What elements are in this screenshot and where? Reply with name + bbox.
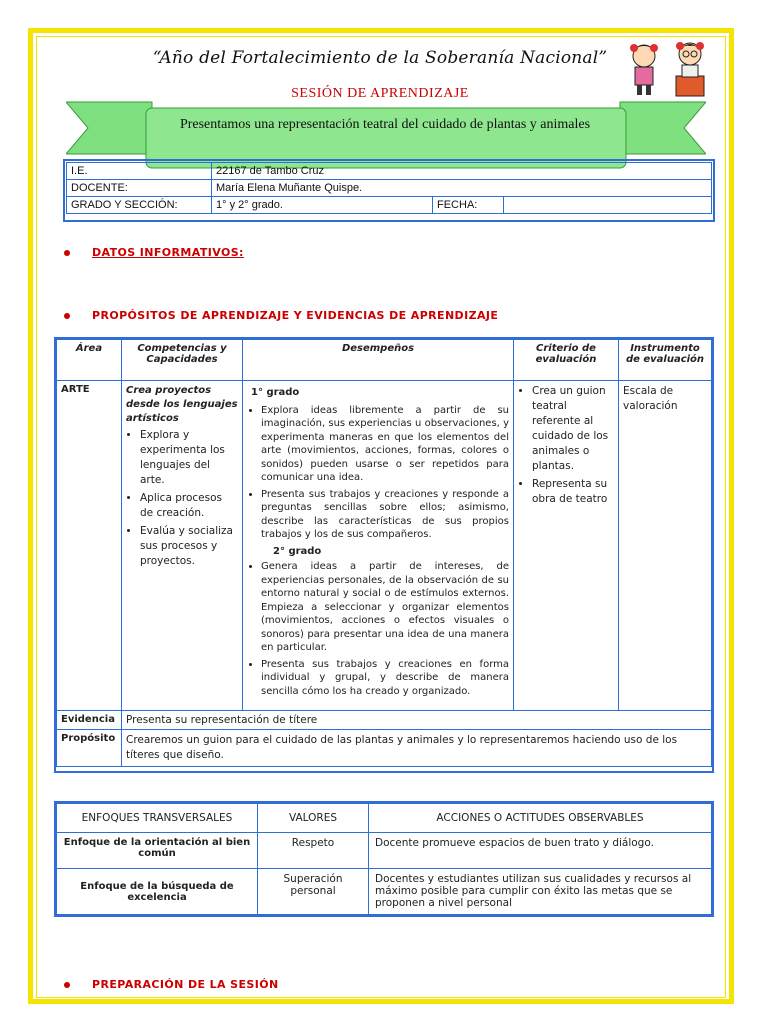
desempeno-item: • Presenta sus trabajos y creaciones en forma individual y grupal, y describe de manera sencilla cómo los ha creado y organizado. (261, 658, 509, 699)
header-acciones: ACCIONES O ACTITUDES OBSERVABLES (369, 804, 712, 833)
desempeno-item: • Presenta sus trabajos y creaciones y responde a preguntas sencillas sobre ellos; asimismo, describe las características de sus propios trabajos y los de sus compañeros. (261, 488, 509, 542)
competencias-cell (122, 381, 243, 711)
docente-value: María Elena Muñante Quispe. (212, 180, 712, 197)
header-valores: VALORES (258, 804, 369, 833)
capacidad-item: • Evalúa y socializa sus procesos y proyectos. (140, 524, 238, 569)
evidencia-label: Evidencia (57, 711, 122, 730)
bullet-icon (64, 250, 70, 256)
evidencia-value: Presenta su representación de títere (122, 711, 712, 730)
header-enfoques: ENFOQUES TRANSVERSALES (57, 804, 258, 833)
propositos-heading: PROPÓSITOS DE APRENDIZAJE Y EVIDENCIAS DE APRENDIZAJE (64, 309, 498, 322)
capacidad-item: • Aplica procesos de creación. (140, 491, 238, 521)
desempeno-item: • Genera ideas a partir de intereses, de experiencias personales, de la observación de su entorno natural y social o de estímulos externos. Empieza a seleccionar y organizar elementos (movimientos, acciones o efectos visuales o sonoros) para presentar una idea de una manera en particular. (261, 560, 509, 655)
fecha-label: FECHA: (433, 197, 504, 214)
criterio-item: • Representa su obra de teatro (532, 477, 614, 507)
criterio-cell (514, 381, 619, 711)
enfoque-cell: Enfoque de la búsqueda de excelencia (57, 869, 258, 915)
capacidad-item: • Explora y experimenta los lenguajes del arte. (140, 428, 238, 488)
desempenos-cell (243, 381, 514, 711)
info-table (66, 162, 712, 214)
fecha-value (504, 197, 712, 214)
header-area: Área (57, 340, 122, 381)
valor-cell: Superación personal (258, 869, 369, 915)
bullet-icon (64, 982, 70, 988)
header-competencias: Competencias y Capacidades (122, 340, 243, 381)
preparacion-heading: PREPARACIÓN DE LA SESIÓN (64, 978, 279, 991)
grado-label: GRADO Y SECCIÓN: (67, 197, 212, 214)
grado-value: 1° y 2° grado. (212, 197, 433, 214)
proposito-value: Crearemos un guion para el cuidado de las plantas y animales y lo representaremos haciendo uso de los títeres que diseño. (122, 730, 712, 767)
ie-value: 22167 de Tambo Cruz (212, 163, 712, 180)
criterio-item: • Crea un guion teatral referente al cuidado de los animales o plantas. (532, 384, 614, 474)
ie-label: I.E. (67, 163, 212, 180)
header-criterio: Criterio de evaluación (514, 340, 619, 381)
enfoques-table (56, 803, 712, 915)
header-instrumento: Instrumento de evaluación (619, 340, 712, 381)
banner-title: Presentamos una representación teatral del cuidado de plantas y animales (179, 117, 591, 132)
competencia-title: Crea proyectos desde los lenguajes artísticos (126, 385, 238, 424)
proposito-label: Propósito (57, 730, 122, 767)
session-title: SESIÓN DE APRENDIZAJE (291, 86, 469, 101)
year-title: “Año del Fortalecimiento de la Soberanía Nacional” (152, 48, 608, 68)
grado1-label: 1° grado (251, 387, 300, 398)
instrumento-cell: Escala de valoración (619, 381, 712, 711)
docente-label: DOCENTE: (67, 180, 212, 197)
valor-cell: Respeto (258, 833, 369, 869)
children-clipart (622, 36, 718, 98)
propositos-table (56, 339, 712, 767)
area-cell: ARTE (57, 381, 122, 711)
header-desempenos: Desempeños (243, 340, 514, 381)
grado2-label: 2° grado (273, 545, 322, 557)
bullet-icon (64, 313, 70, 319)
desempeno-item: • Explora ideas libremente a partir de su imaginación, sus experiencias u observaciones, y experimenta maneras en que los elementos del arte (movimientos, acciones, formas, colores o sonidos) pueden usarse o ser repetidos para comunicar una idea. (261, 404, 509, 485)
accion-cell: Docente promueve espacios de buen trato y diálogo. (369, 833, 712, 869)
datos-heading: DATOS INFORMATIVOS: (64, 246, 244, 259)
accion-cell: Docentes y estudiantes utilizan sus cualidades y recursos al máximo posible para cumplir con éxito las metas que se proponen a nivel personal (369, 869, 712, 915)
enfoque-cell: Enfoque de la orientación al bien común (57, 833, 258, 869)
